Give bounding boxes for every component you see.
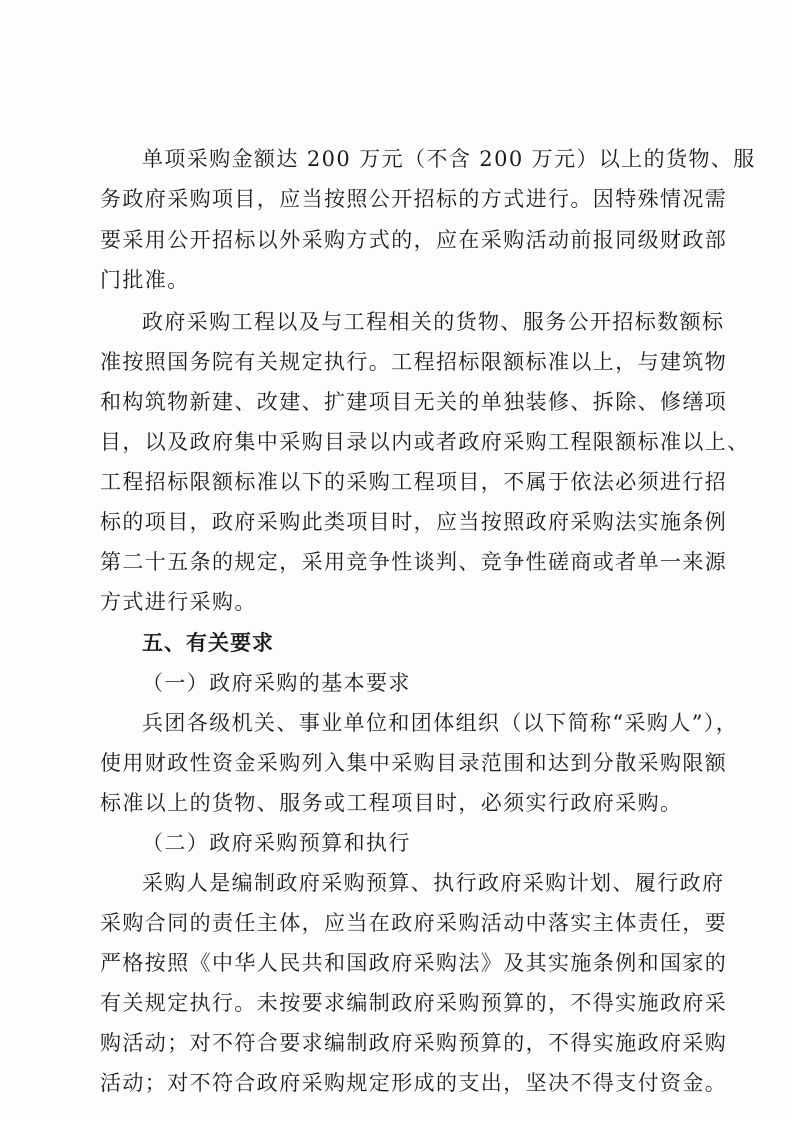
- paragraph-line: 严格按照《中华人民共和国政府采购法》及其实施条例和国家的: [100, 951, 728, 975]
- paragraph-line: 第二十五条的规定，采用竞争性谈判、竞争性磋商或者单一来源: [100, 550, 728, 574]
- paragraph-line: 标的项目，政府采购此类项目时，应当按照政府采购法实施条例: [100, 510, 728, 534]
- paragraph-line: 采购人是编制政府采购预算、执行政府采购计划、履行政府: [142, 871, 725, 895]
- subsection-heading: （一）政府采购的基本要求: [142, 671, 411, 695]
- paragraph-line: 政府采购工程以及与工程相关的货物、服务公开招标数额标: [142, 310, 725, 334]
- paragraph-line: 准按照国务院有关规定执行。工程招标限额标准以上，与建筑物: [100, 350, 728, 374]
- paragraph-line: 单项采购金额达 200 万元（不含 200 万元）以上的货物、服: [142, 147, 756, 171]
- paragraph-line: 兵团各级机关、事业单位和团体组织（以下简称“采购人”），: [142, 711, 739, 735]
- paragraph-line: 活动；对不符合政府采购规定形成的支出，坚决不得支付资金。: [100, 1071, 728, 1095]
- paragraph-line: 有关规定执行。未按要求编制政府采购预算的，不得实施政府采: [100, 991, 728, 1015]
- paragraph-line: 购活动；对不符合要求编制政府采购预算的，不得实施政府采购: [100, 1031, 728, 1055]
- paragraph-line: 工程招标限额标准以下的采购工程项目，不属于依法必须进行招: [100, 470, 728, 494]
- paragraph-line: 目，以及政府集中采购目录以内或者政府采购工程限额标准以上、: [100, 430, 750, 454]
- paragraph-line: 务政府采购项目，应当按照公开招标的方式进行。因特殊情况需: [100, 187, 728, 211]
- paragraph-line: 门批准。: [100, 268, 190, 292]
- paragraph-line: 和构筑物新建、改建、扩建项目无关的单独装修、拆除、修缮项: [100, 390, 728, 414]
- section-heading: 五、有关要求: [142, 631, 274, 655]
- paragraph-line: 使用财政性资金采购列入集中采购目录范围和达到分散采购限额: [100, 751, 728, 775]
- paragraph-line: 标准以上的货物、服务或工程项目时，必须实行政府采购。: [100, 791, 683, 815]
- paragraph-line: 要采用公开招标以外采购方式的，应在采购活动前报同级财政部: [100, 228, 728, 252]
- paragraph-line: 采购合同的责任主体，应当在政府采购活动中落实主体责任，要: [100, 911, 728, 935]
- paragraph-line: 方式进行采购。: [100, 590, 257, 614]
- subsection-heading: （二）政府采购预算和执行: [142, 831, 411, 855]
